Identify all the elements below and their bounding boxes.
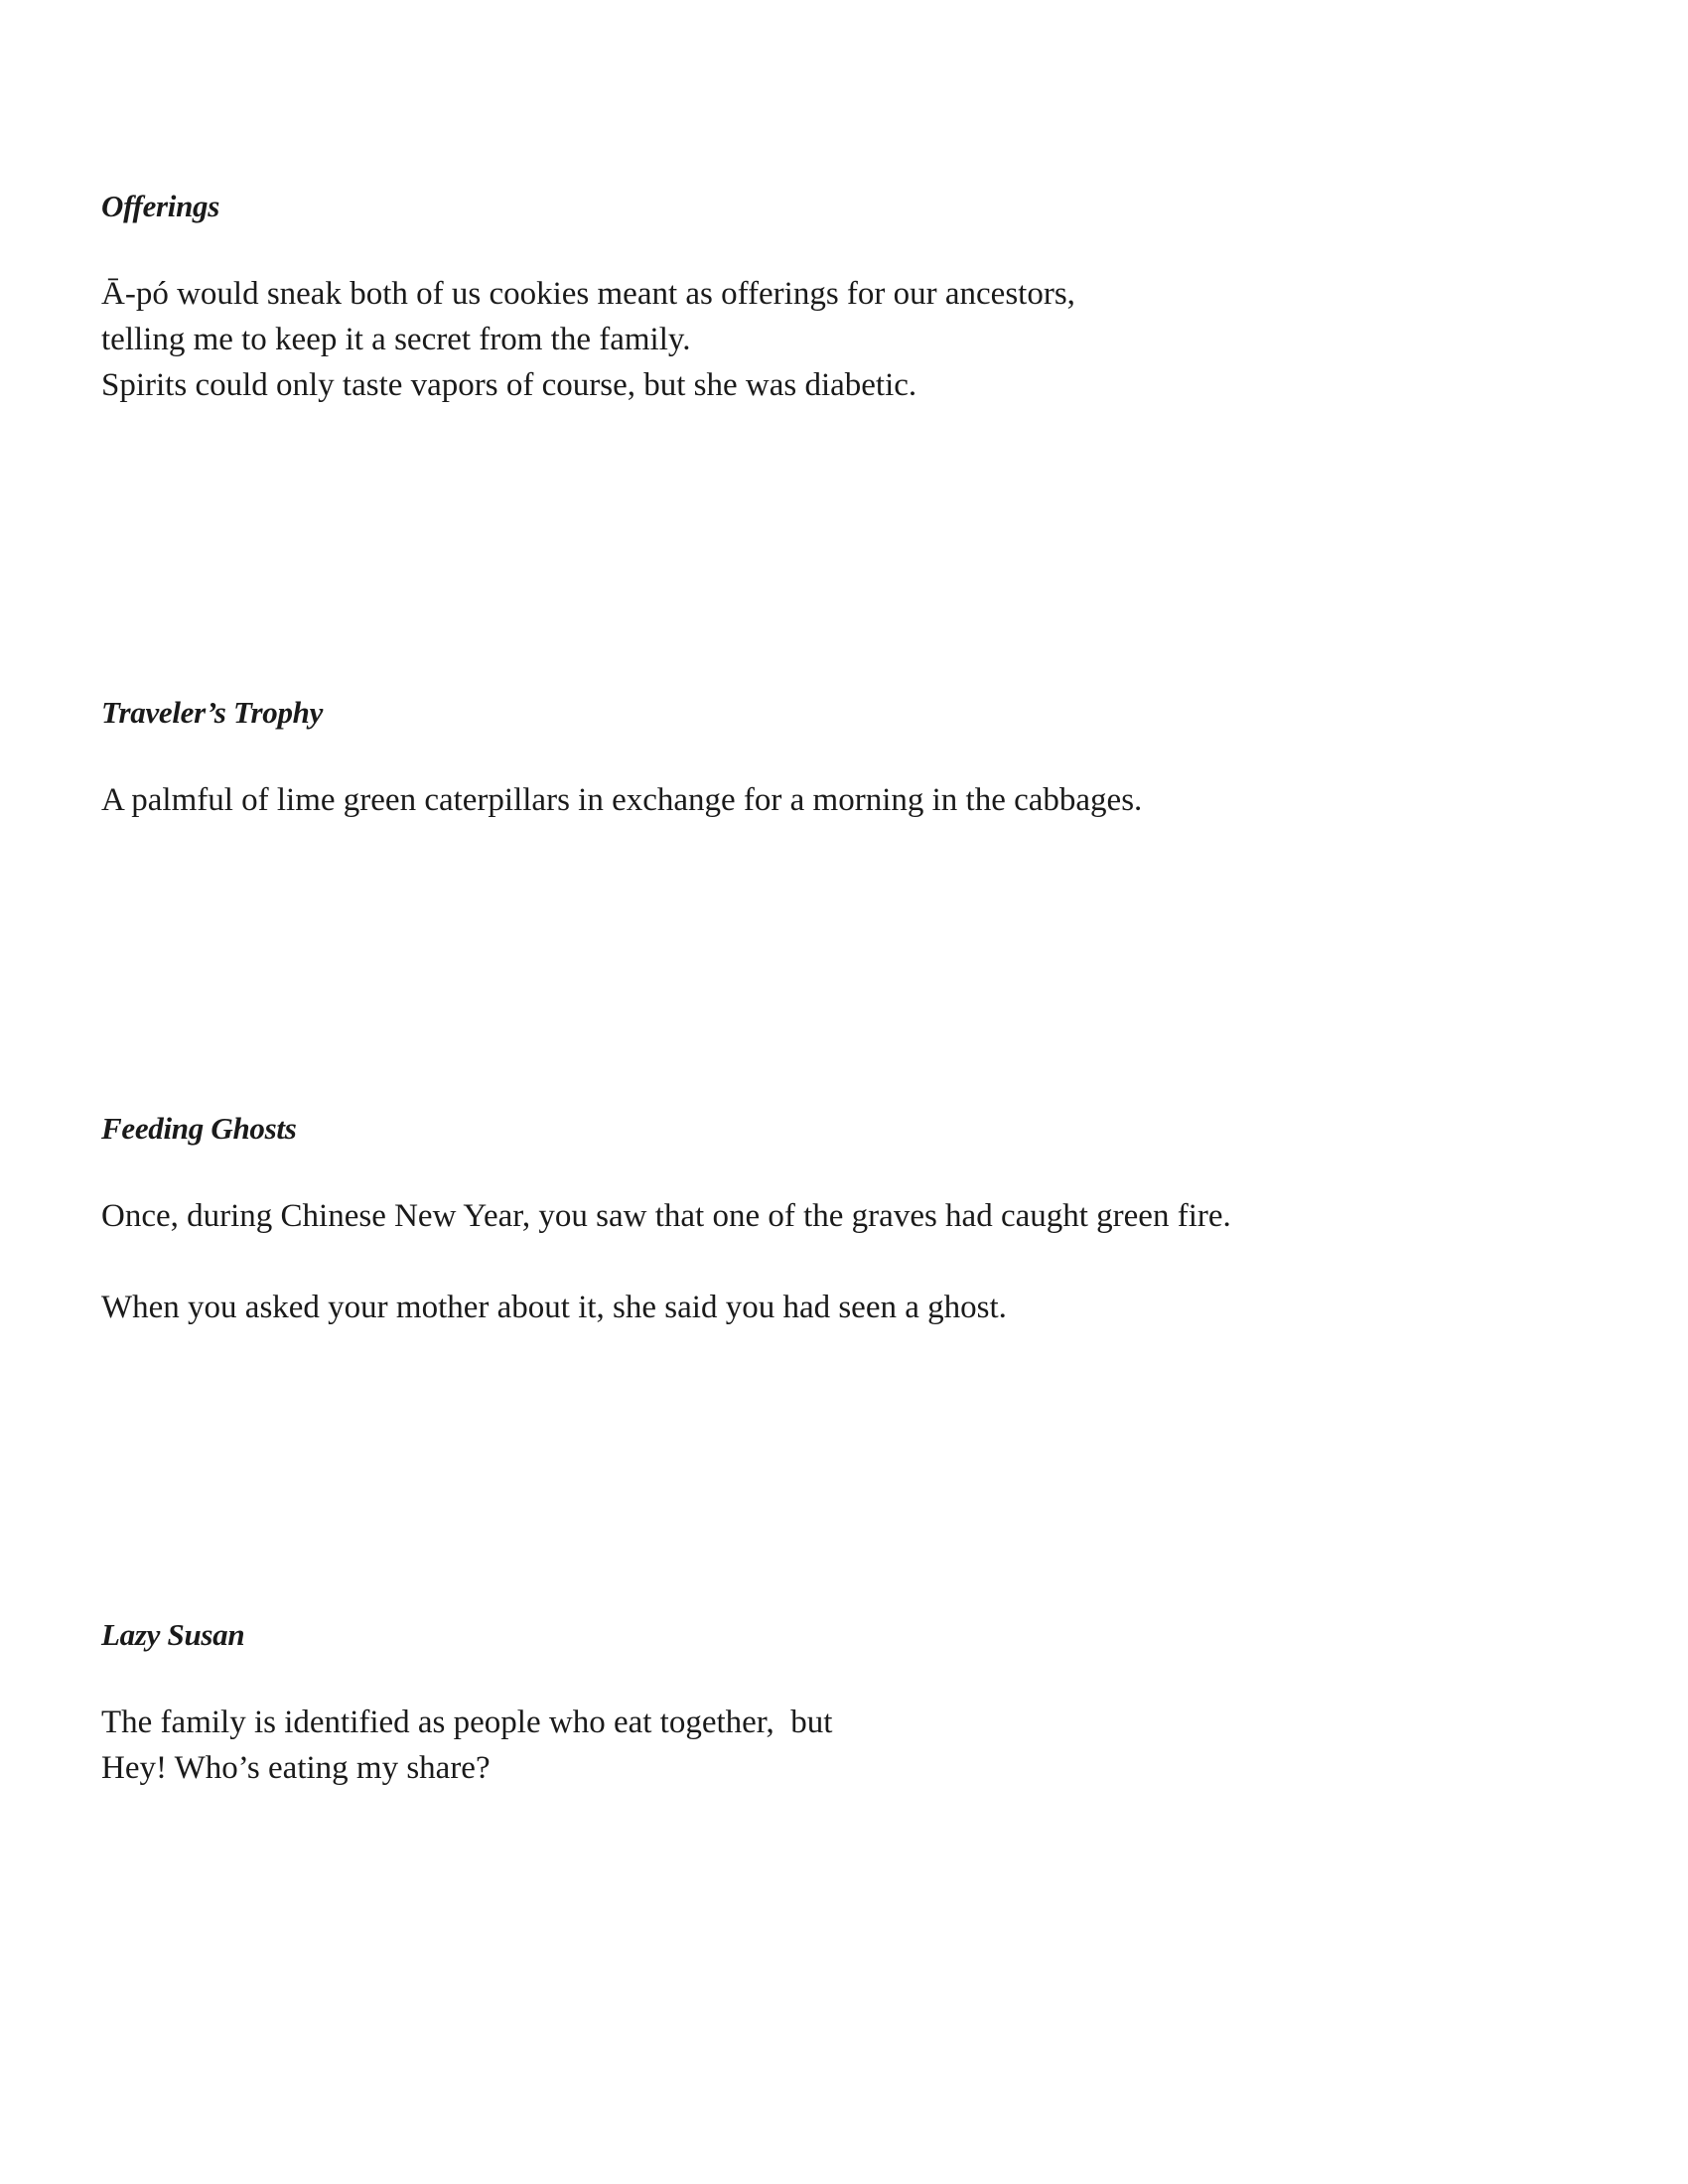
stanza — [101, 1285, 1491, 1330]
poem-title: Traveler’s Trophy — [101, 695, 324, 730]
poem-travelers-trophy — [101, 693, 1491, 823]
stanza — [101, 271, 1491, 408]
poem-line: Once, during Chinese New Year, you saw that one of the graves had caught green fire. — [101, 1198, 1231, 1234]
poem-title: Feeding Ghosts — [101, 1111, 297, 1146]
poem-line: Ā-pó would sneak both of us cookies meant as offerings for our ancestors, — [101, 276, 1075, 312]
poem-line: Hey! Who’s eating my share? — [101, 1750, 491, 1786]
poem-line: A palmful of lime green caterpillars in exchange for a morning in the cabbages. — [101, 782, 1143, 818]
poem-line: telling me to keep it a secret from the family. — [101, 322, 691, 357]
stanza — [101, 1193, 1491, 1239]
poem-title: Lazy Susan — [101, 1617, 245, 1652]
poem-feeding-ghosts — [101, 1109, 1491, 1330]
poem-lazy-susan — [101, 1615, 1491, 1791]
poem-offerings — [101, 187, 1491, 408]
poem-line: When you asked your mother about it, she said you had seen a ghost. — [101, 1290, 1007, 1325]
poem-title: Offerings — [101, 189, 220, 223]
poem-line: Spirits could only taste vapors of course, but she was diabetic. — [101, 367, 917, 403]
poem-line: The family is identified as people who eat together, but — [101, 1705, 833, 1740]
stanza — [101, 777, 1491, 823]
stanza — [101, 1700, 1491, 1791]
